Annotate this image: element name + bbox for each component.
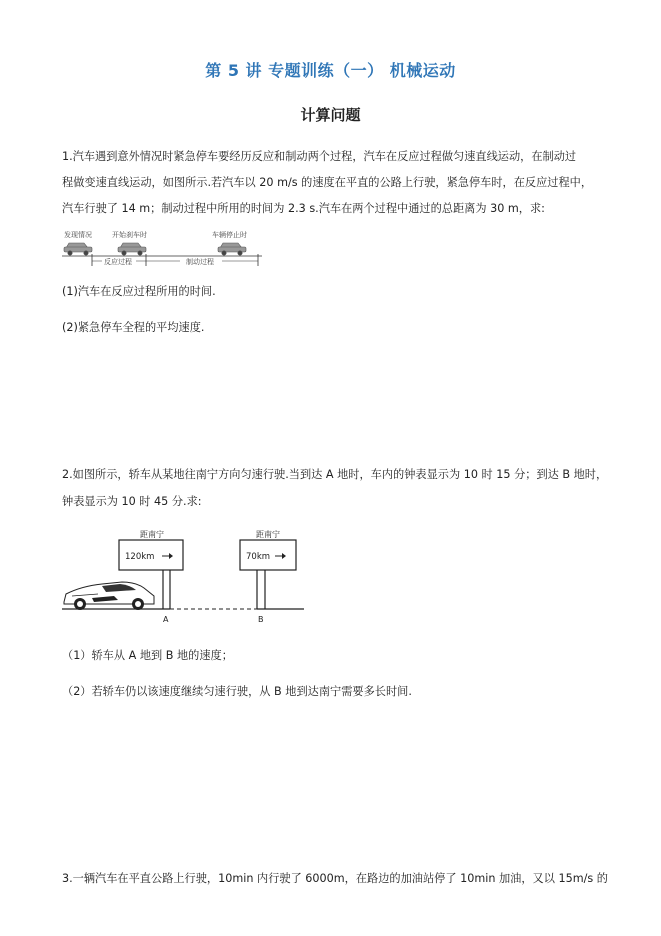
label-brake: 开始刹车时 — [112, 231, 147, 239]
sign-a-title: 距南宁 — [140, 530, 164, 539]
q2-road-figure — [62, 530, 312, 626]
label-reaction: 反应过程 — [104, 258, 132, 266]
sports-car-icon — [64, 582, 154, 610]
sign-b-value: 70km — [246, 552, 271, 562]
q2-sub1: （1）轿车从 A 地到 B 地的速度； — [62, 649, 233, 662]
sign-a-value: 120km — [125, 552, 155, 562]
q2-line2: 钟表显示为 10 时 45 分.求: — [62, 495, 202, 508]
q1-braking-figure — [62, 228, 272, 268]
car-icon — [118, 243, 146, 255]
point-a-label: A — [163, 615, 169, 624]
page-title: 第 5 讲 专题训练（一） 机械运动 — [205, 61, 456, 80]
point-b-label: B — [258, 615, 264, 624]
car-icon — [218, 243, 246, 255]
sign-b-title: 距南宁 — [256, 530, 280, 539]
q1-sub1: (1)汽车在反应过程所用的时间. — [62, 285, 216, 298]
q2-sub2: （2）若轿车仍以该速度继续匀速行驶，从 B 地到达南宁需要多长时间. — [62, 685, 412, 698]
q1-line1: 1.汽车遇到意外情况时紧急停车要经历反应和制动两个过程，汽车在反应过程做匀速直线运动，在制动过 — [62, 150, 577, 163]
q1-line3: 汽车行驶了 14 m；制动过程中所用的时间为 2.3 s.汽车在两个过程中通过的总距离为 30 m，求: — [62, 202, 545, 215]
label-found: 发现情况 — [64, 231, 92, 239]
distance-sign-b — [240, 530, 296, 609]
q1-sub2: (2)紧急停车全程的平均速度. — [62, 321, 205, 334]
label-stop: 车辆停止时 — [212, 231, 247, 239]
q3-line1: 3.一辆汽车在平直公路上行驶，10min 内行驶了 6000m，在路边的加油站停了 10min 加油，又以 15m/s 的 — [62, 872, 608, 885]
q2-line1: 2.如图所示，轿车从某地往南宁方向匀速行驶.当到达 A 地时，车内的钟表显示为 10 时 15 分；到达 B 地时， — [62, 468, 608, 481]
q1-line2: 程做变速直线运动，如图所示.若汽车以 20 m/s 的速度在平直的公路上行驶，紧急停车时，在反应过程中， — [62, 176, 593, 189]
car-icon — [64, 243, 92, 255]
section-title: 计算问题 — [300, 106, 361, 124]
label-braking: 制动过程 — [186, 258, 214, 266]
